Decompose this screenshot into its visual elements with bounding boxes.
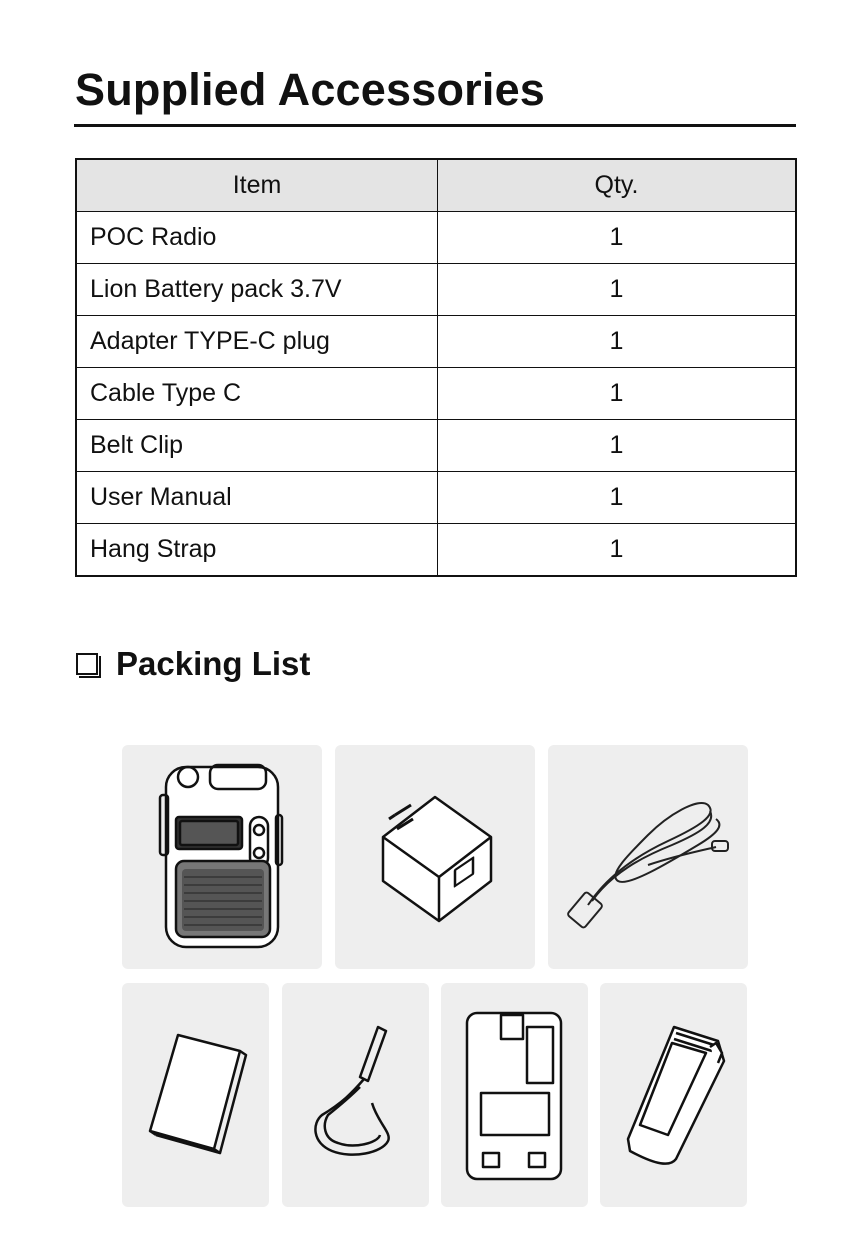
- item-cell: Adapter TYPE-C plug: [76, 316, 438, 368]
- packing-list-heading: [76, 642, 310, 686]
- item-cell: Hang Strap: [76, 524, 438, 577]
- table-row: [76, 368, 796, 420]
- column-header-item: Item: [76, 159, 438, 212]
- qty-cell: 1: [438, 524, 797, 577]
- table-row: [76, 524, 796, 577]
- usb-c-cable-image: [548, 745, 748, 969]
- section-title: Packing List: [116, 645, 311, 682]
- power-adapter-icon: [335, 745, 535, 969]
- user-manual-icon: [122, 983, 269, 1207]
- checkbox-icon: [76, 653, 98, 675]
- qty-cell: 1: [438, 264, 797, 316]
- item-cell: Lion Battery pack 3.7V: [76, 264, 438, 316]
- table-header-row: [76, 159, 796, 212]
- table-row: [76, 264, 796, 316]
- hang-strap-icon: [282, 983, 429, 1207]
- power-adapter-image: [335, 745, 535, 969]
- usb-c-cable-icon: [548, 745, 748, 969]
- page-title: Supplied Accessories: [75, 64, 546, 115]
- table-row: [76, 472, 796, 524]
- table-row: [76, 316, 796, 368]
- table-row: [76, 420, 796, 472]
- item-cell: User Manual: [76, 472, 438, 524]
- belt-clip-image: [600, 983, 747, 1207]
- table-row: [76, 212, 796, 264]
- poc-radio-image: [122, 745, 322, 969]
- qty-cell: 1: [438, 212, 797, 264]
- qty-cell: 1: [438, 420, 797, 472]
- user-manual-image: [122, 983, 269, 1207]
- item-cell: POC Radio: [76, 212, 438, 264]
- column-header-qty: Qty.: [438, 159, 797, 212]
- qty-cell: 1: [438, 472, 797, 524]
- belt-clip-icon: [600, 983, 747, 1207]
- item-cell: Belt Clip: [76, 420, 438, 472]
- battery-pack-icon: [441, 983, 588, 1207]
- accessories-table: [75, 158, 797, 577]
- item-cell: Cable Type C: [76, 368, 438, 420]
- qty-cell: 1: [438, 368, 797, 420]
- battery-pack-image: [441, 983, 588, 1207]
- qty-cell: 1: [438, 316, 797, 368]
- hang-strap-image: [282, 983, 429, 1207]
- title-underline: [74, 124, 796, 127]
- poc-radio-icon: [122, 745, 322, 969]
